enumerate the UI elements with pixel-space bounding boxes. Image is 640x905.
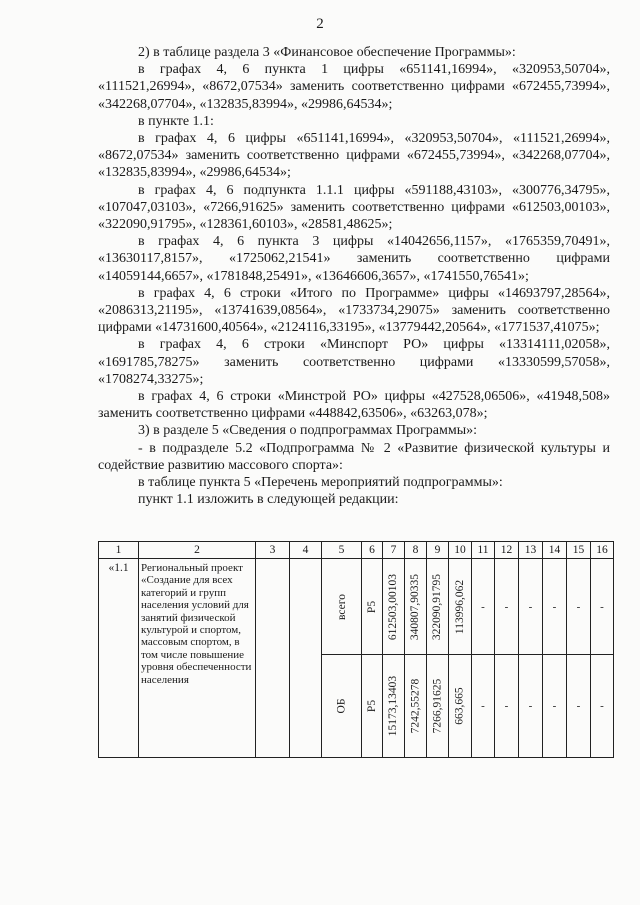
amount-cell: 7266,91625 — [427, 655, 449, 758]
dash-cell: - — [543, 559, 567, 655]
page-number: 2 — [316, 16, 324, 32]
dash-cell: - — [519, 559, 543, 655]
header-cell: 8 — [405, 542, 427, 559]
amount-cell: 113996,062 — [449, 559, 472, 655]
amount-cell: 612503,00103 — [383, 559, 405, 655]
paragraph: 2) в таблице раздела 3 «Финансовое обеспечение Программы»: — [138, 45, 516, 60]
amount-cell: 340807,90335 — [405, 559, 427, 655]
header-cell: 14 — [543, 542, 567, 559]
header-cell: 2 — [139, 542, 256, 559]
amount-cell: 322090,91795 — [427, 559, 449, 655]
dash-cell: - — [495, 559, 519, 655]
dash-cell: - — [472, 559, 495, 655]
row-number-cell: «1.1 — [99, 559, 139, 758]
header-cell: 12 — [495, 542, 519, 559]
header-cell: 11 — [472, 542, 495, 559]
header-cell: 13 — [519, 542, 543, 559]
code-cell: Р5 — [362, 559, 383, 655]
paragraph: в графах 4, 6 пункта 1 цифры «651141,16994», «320953,50704», «111521,26994», «8672,07534» заменить соответственно цифрами «672455,73994», «342268,07704», «132835,83994», «29986,64534»; — [98, 62, 610, 112]
header-cell: 15 — [567, 542, 591, 559]
header-cell: 1 — [99, 542, 139, 559]
header-cell: 3 — [256, 542, 290, 559]
dash-cell: - — [591, 559, 614, 655]
document-body — [98, 44, 610, 508]
paragraph: в таблице пункта 5 «Перечень мероприятий подпрограммы»: — [138, 475, 503, 491]
dash-cell: - — [543, 655, 567, 758]
paragraph: в пункте 1.1: — [138, 113, 214, 129]
amount-cell: 7242,55278 — [405, 655, 427, 758]
activity-name-cell: Региональный проект «Создание для всех категорий и групп населения условий для занятий физической культурой и спортом, массовым спортом, в том числе повышение уровня обеспеченности населения — [139, 559, 256, 758]
empty-cell — [290, 559, 322, 758]
paragraph: в графах 4, 6 строки «Минстрой РО» цифры «427528,06506», «41948,508» заменить соответственно цифрами «448842,63506», «63263,078»; — [98, 389, 610, 422]
table-row — [99, 559, 614, 655]
paragraph: 3) в разделе 5 «Сведения о подпрограммах Программы»: — [138, 423, 478, 439]
code-cell: Р5 — [362, 655, 383, 758]
paragraph: в графах 4, 6 цифры «651141,16994», «320953,50704», «111521,26994», «8672,07534» заменить соответственно цифрами «672455,73994», «342268,07704», «132835,83994», «29986,64534»; — [98, 131, 610, 181]
header-cell: 9 — [427, 542, 449, 559]
activities-table — [98, 541, 614, 758]
dash-cell: - — [567, 655, 591, 758]
funding-source-cell: ОБ — [322, 655, 362, 758]
header-cell: 6 — [362, 542, 383, 559]
header-cell: 4 — [290, 542, 322, 559]
empty-cell — [256, 559, 290, 758]
paragraph: в графах 4, 6 пункта 3 цифры «14042656,1157», «1765359,70491», «13630117,8157», «1725062,21541» заменить соответственно цифрами «14059144,6657», «1781848,25491», «13646606,3657», «1741550,76541»; — [98, 234, 610, 284]
dash-cell: - — [591, 655, 614, 758]
paragraph: в графах 4, 6 строки «Итого по Программе» цифры «14693797,28564», «2086313,21195», «13741639,08564», «1733734,29075» заменить соответственно цифрами «14731600,40564», «2124116,33195», «13779442,20564», «1771537,41075»; — [98, 285, 610, 336]
paragraph: в графах 4, 6 подпункта 1.1.1 цифры «591188,43103», «300776,34795», «107047,03103», «7266,91625» заменить соответственно цифрами «612503,00103», «322090,91795», «128361,60103», «28581,48625»; — [98, 182, 610, 233]
header-cell: 16 — [591, 542, 614, 559]
paragraph: в графах 4, 6 строки «Минспорт РО» цифры «13314111,02058», «1691785,78275» заменить соответственно цифрами «13330599,57058», «1708274,33275»; — [98, 337, 610, 387]
paragraph: пункт 1.1 изложить в следующей редакции: — [138, 492, 399, 508]
header-cell: 5 — [322, 542, 362, 559]
header-cell: 10 — [449, 542, 472, 559]
table-header-row — [99, 542, 614, 559]
header-cell: 7 — [383, 542, 405, 559]
dash-cell: - — [472, 655, 495, 758]
funding-source-cell: всего — [322, 559, 362, 655]
dash-cell: - — [567, 559, 591, 655]
amount-cell: 663,665 — [449, 655, 472, 758]
paragraph: - в подразделе 5.2 «Подпрограмма № 2 «Развитие физической культуры и содействие развитию массового спорта»: — [98, 440, 610, 473]
dash-cell: - — [495, 655, 519, 758]
amount-cell: 15173,13403 — [383, 655, 405, 758]
dash-cell: - — [519, 655, 543, 758]
